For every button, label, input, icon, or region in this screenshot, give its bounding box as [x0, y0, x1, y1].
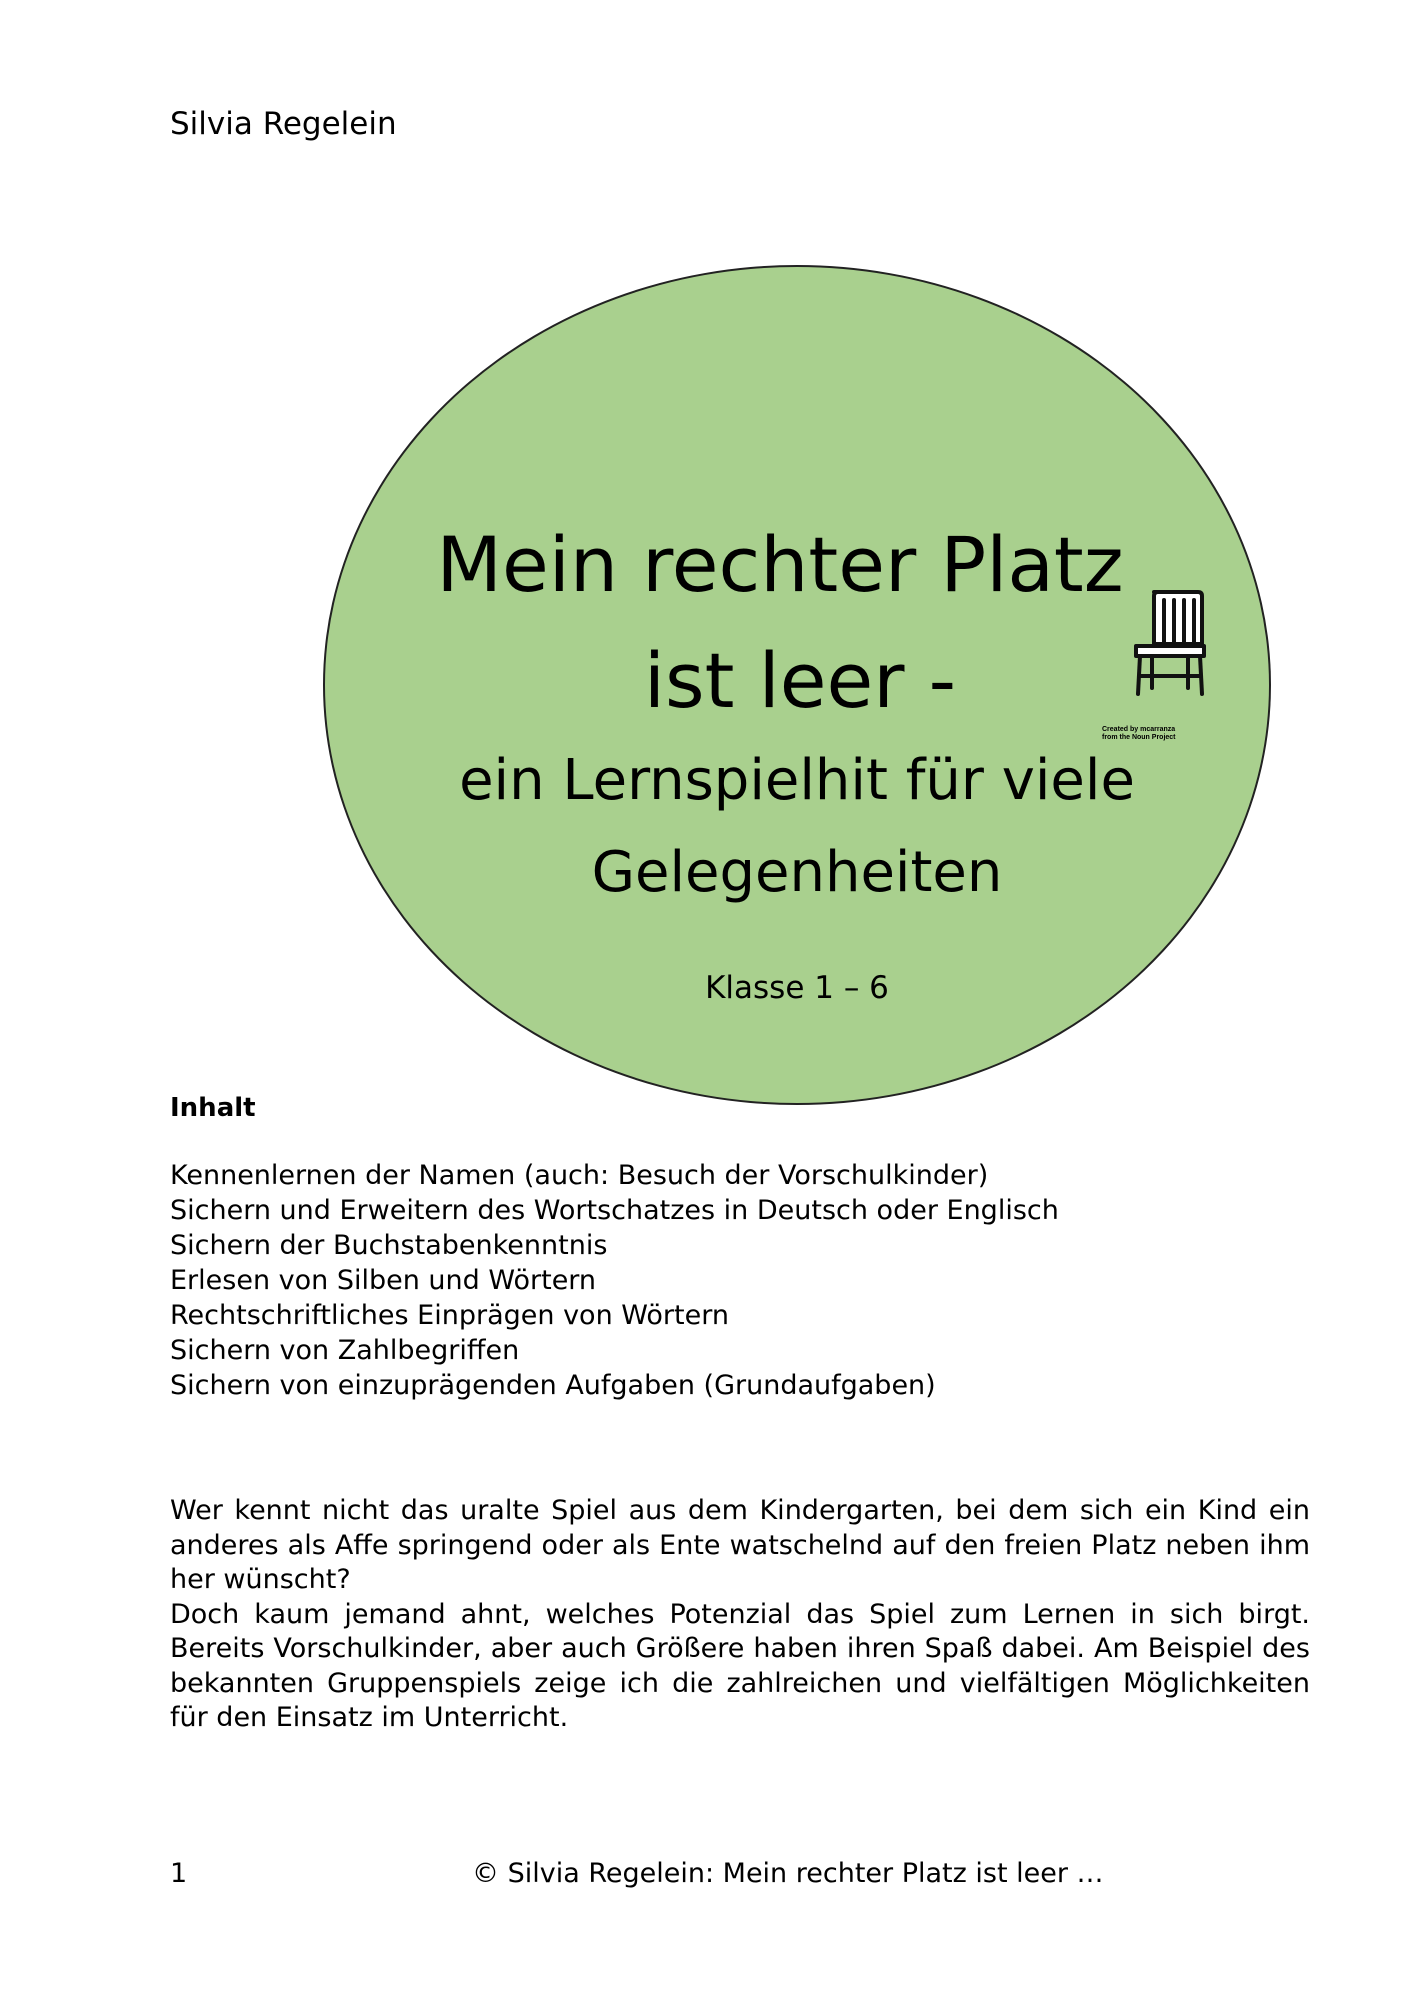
list-item: Sichern von Zahlbegriffen: [170, 1335, 520, 1366]
footer-copyright: © Silvia Regelein: Mein rechter Platz ist leer …: [472, 1858, 1104, 1889]
page-number: 1: [170, 1858, 188, 1889]
icon-credit: [1102, 726, 1176, 742]
intro-paragraph-1: Wer kennt nicht das uralte Spiel aus dem Kindergarten, bei dem sich ein Kind ein anderes als Affe springend oder als Ente watschelnd auf den freien Platz neben ihm her wünscht?: [170, 1495, 1310, 1595]
author-name: Silvia Regelein: [170, 106, 397, 142]
grade-label: Klasse 1 – 6: [705, 970, 889, 1006]
list-item: Sichern von einzuprägenden Aufgaben (Grundaufgaben): [170, 1370, 936, 1401]
title-line-1: Mein rechter Platz: [436, 520, 1124, 609]
list-item: Rechtschriftliches Einprägen von Wörtern: [170, 1300, 729, 1331]
list-item: Sichern und Erweitern des Wortschatzes in Deutsch oder Englisch: [170, 1195, 1059, 1226]
list-item: Kennenlernen der Namen (auch: Besuch der Vorschulkinder): [170, 1160, 989, 1191]
subtitle-line-1: ein Lernspielhit für viele: [459, 748, 1135, 813]
intro-paragraph-2: Doch kaum jemand ahnt, welches Potenzial das Spiel zum Lernen in sich birgt. Bereits Vorschulkinder, aber auch Größere haben ihren Spaß dabei. Am Beispiel des bekannten Gruppenspiels zeige ich die zahlreichen und vielfältigen Möglichkeiten für den Einsatz im Unterricht.: [170, 1598, 1310, 1733]
chair-icon: [1130, 588, 1210, 698]
icon-credit-line-2: from the Noun Project: [1102, 734, 1176, 741]
contents-heading: Inhalt: [170, 1093, 256, 1123]
contents-list: [170, 1158, 1059, 1403]
icon-credit-line-1: Created by mcarranza: [1102, 726, 1176, 733]
list-item: Erlesen von Silben und Wörtern: [170, 1265, 597, 1296]
title-line-2: ist leer -: [643, 636, 957, 725]
list-item: Sichern der Buchstabenkenntnis: [170, 1230, 608, 1261]
intro-text: [170, 1494, 1310, 1736]
subtitle-line-2: Gelegenheiten: [591, 840, 1003, 905]
